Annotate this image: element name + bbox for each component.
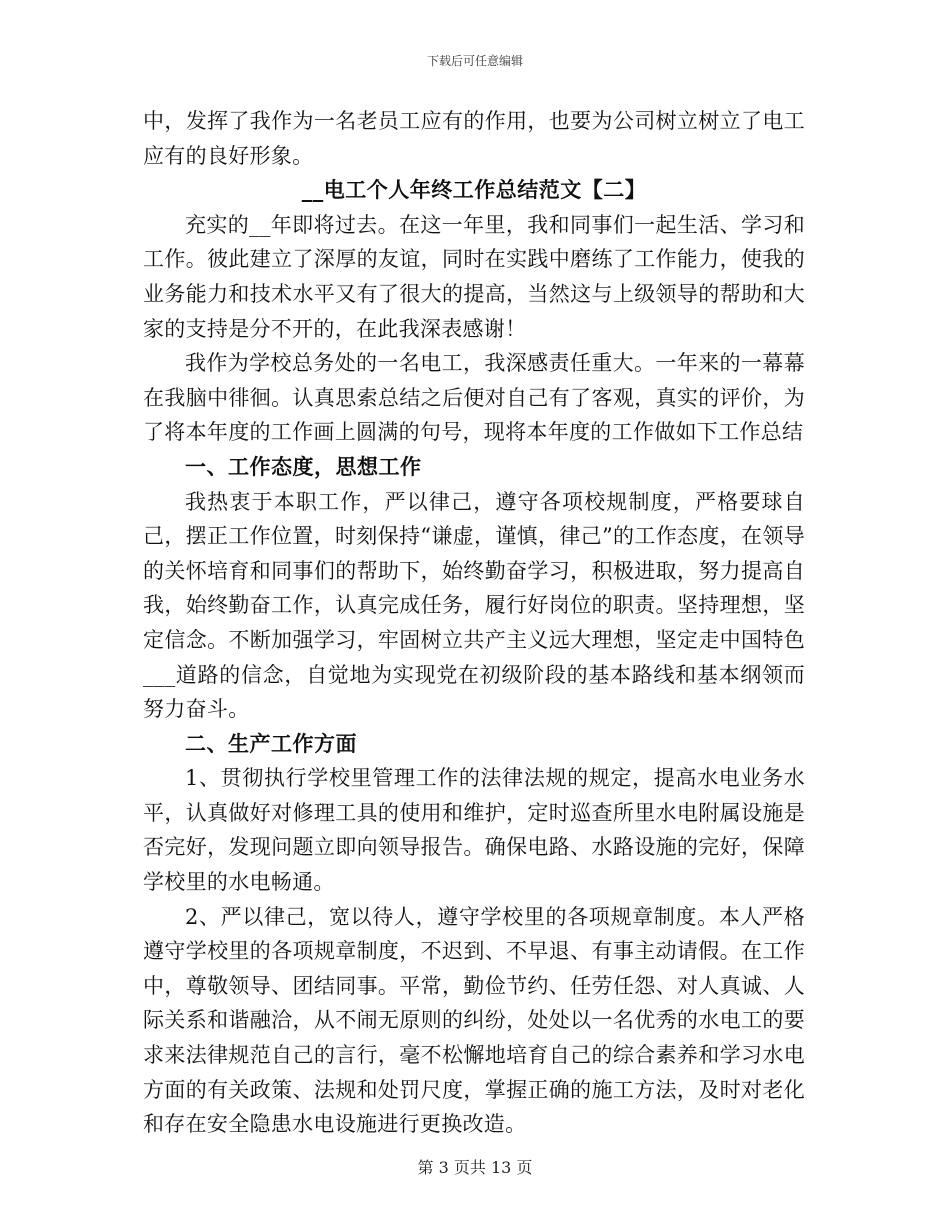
continuation-paragraph: 中，发挥了我作为一名老员工应有的作用，也要为公司树立树立了电工应有的良好形象。 <box>143 109 805 168</box>
section-2-heading: 二、生产工作方面 <box>185 731 357 756</box>
intro-paragraph-1: 充实的__年即将过去。在这一年里，我和同事们一起生活、学习和工作。彼此建立了深厚的友谊，同时在实践中磨练了工作能力，使我的业务能力和技术水平又有了很大的提高，当然这与上级领导的帮助和大家的支持是分不开的，在此我深表感谢！ <box>143 212 805 341</box>
page-number: 第 3 页共 13 页 <box>417 1158 533 1177</box>
section-2-item-2: 2、严以律己，宽以待人，遵守学校里的各项规章制度。本人严格遵守学校里的各项规章制度，不迟到、不早退、有事主动请假。在工作中，尊敬领导、团结同事。平常，勤俭节约、任劳任怨、对人真诚、人际关系和谐融洽，从不闹无原则的纠纷，处处以一名优秀的水电工的要求来法律规范自己的言行，毫不松懈地培育自己的综合素养和学习水电方面的有关政策、法规和处罚尺度，掌握正确的施工方法，及时对老化和存在安全隐患水电设施进行更换改造。 <box>143 904 805 1137</box>
section-1-body: 我热衷于本职工作，严以律己，遵守各项校规制度，严格要球自己，摆正工作位置，时刻保持“谦虚，谨慎，律己”的工作态度，在领导的关怀培育和同事们的帮助下，始终勤奋学习，积极进取，努力提高自我，始终勤奋工作，认真完成任务，履行好岗位的职责。坚持理想，坚定信念。不断加强学习，牢固树立共产主义远大理想，坚定走中国特色___道路的信念，自觉地为实现党在初级阶段的基本路线和基本纲领而努力奋斗。 <box>143 489 805 722</box>
document-body <box>143 104 805 1142</box>
document-title: __电工个人年终工作总结范文【二】 <box>301 178 647 203</box>
header-note: 下载后可任意编辑 <box>426 54 523 68</box>
section-1-heading: 一、工作态度，思想工作 <box>185 454 422 479</box>
intro-paragraph-2: 我作为学校总务处的一名电工，我深感责任重大。一年来的一幕幕在我脑中徘徊。认真思索总结之后便对自己有了客观，真实的评价，为了将本年度的工作画上圆满的句号，现将本年度的工作做如下工作总结 <box>143 351 805 445</box>
section-2-item-1: 1、贯彻执行学校里管理工作的法律法规的规定，提高水电业务水平，认真做好对修理工具的使用和维护，定时巡查所里水电附属设施是否完好，发现问题立即向领导报告。确保电路、水路设施的完好，保障学校里的水电畅通。 <box>143 766 805 895</box>
